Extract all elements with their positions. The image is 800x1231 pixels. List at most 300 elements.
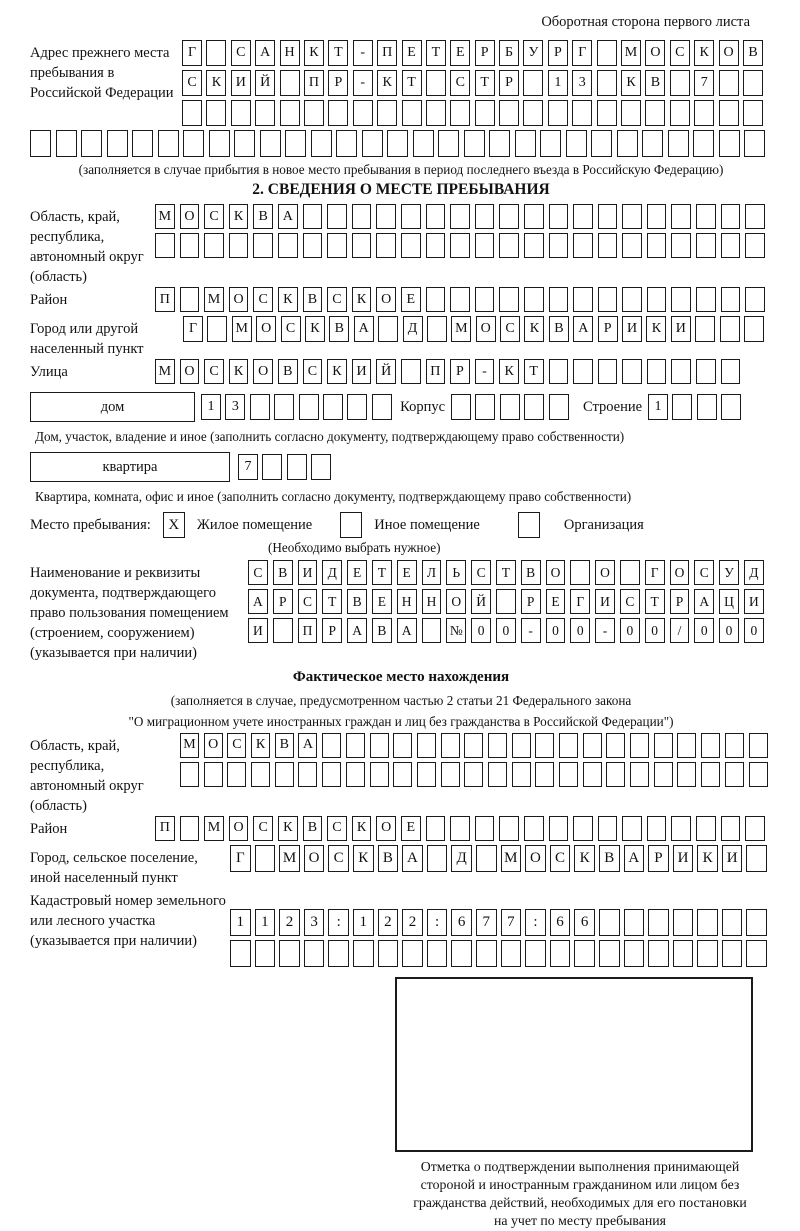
city-row <box>183 316 768 342</box>
cadastral-row-1 <box>230 909 771 936</box>
form-cell: С <box>298 589 318 614</box>
form-cell <box>648 909 669 936</box>
stay-type-checkbox-residential: X <box>163 512 185 538</box>
form-cell <box>746 909 767 936</box>
form-cell <box>624 909 645 936</box>
form-cell <box>426 816 446 841</box>
form-cell <box>622 233 642 258</box>
form-cell <box>499 287 519 312</box>
form-cell: Е <box>347 560 367 585</box>
stamp-note-line-2: стороной и иностранным гражданином или лицом без <box>420 1176 740 1192</box>
form-cell: М <box>180 733 199 758</box>
form-cell: Р <box>322 618 342 643</box>
form-cell: 1 <box>648 394 668 420</box>
form-cell: Т <box>475 70 495 96</box>
form-cell <box>346 733 365 758</box>
form-cell: М <box>155 359 175 384</box>
form-cell <box>622 816 642 841</box>
form-cell: 6 <box>574 909 595 936</box>
prev-address-row-1 <box>182 40 767 66</box>
form-cell <box>180 233 200 258</box>
form-cell: Л <box>422 560 442 585</box>
form-cell <box>549 394 569 420</box>
form-cell: Г <box>645 560 665 585</box>
actual-location-note-2: "О миграционном учете иностранных граждан и лиц без гражданства в Российской Федерации") <box>128 713 674 729</box>
form-cell: Т <box>402 70 422 96</box>
stamp-note-line-1: Отметка о подтверждении выполнения принимающей <box>420 1158 740 1174</box>
section2-title: 2. СВЕДЕНИЯ О МЕСТЕ ПРЕБЫВАНИЯ <box>252 181 550 199</box>
stay-type-checkbox-other <box>340 512 362 538</box>
form-cell <box>524 204 544 229</box>
form-cell <box>696 233 716 258</box>
form-cell: М <box>621 40 641 66</box>
form-cell <box>56 130 77 157</box>
form-cell: П <box>155 287 175 312</box>
form-cell <box>549 816 569 841</box>
form-cell: В <box>253 204 273 229</box>
form-cell <box>722 909 743 936</box>
form-cell <box>401 233 421 258</box>
form-cell <box>311 130 332 157</box>
street-row <box>155 359 745 384</box>
form-cell <box>645 100 665 126</box>
form-cell <box>427 940 448 967</box>
form-cell <box>721 816 741 841</box>
form-cell <box>280 70 300 96</box>
form-cell: Р <box>450 359 470 384</box>
form-cell <box>622 204 642 229</box>
form-cell <box>693 130 714 157</box>
form-cell <box>250 394 270 420</box>
form-cell: А <box>248 589 268 614</box>
form-cell: 0 <box>471 618 491 643</box>
form-cell: А <box>573 316 593 342</box>
form-cell <box>275 762 294 787</box>
form-cell <box>450 287 470 312</box>
form-cell: А <box>354 316 374 342</box>
form-cell: К <box>352 287 372 312</box>
form-cell: Е <box>397 560 417 585</box>
form-cell <box>489 130 510 157</box>
form-cell <box>287 454 307 480</box>
form-cell <box>204 233 224 258</box>
form-cell <box>722 940 743 967</box>
form-cell: Т <box>372 560 392 585</box>
form-cell <box>630 733 649 758</box>
form-cell: Р <box>273 589 293 614</box>
form-cell <box>599 940 620 967</box>
form-cell <box>476 845 497 872</box>
form-cell <box>393 762 412 787</box>
form-cell: 6 <box>451 909 472 936</box>
form-cell <box>299 394 319 420</box>
form-cell <box>559 762 578 787</box>
form-cell <box>402 940 423 967</box>
cadastral-label: Кадастровый номер земельного или лесного участка (указывается при наличии) <box>30 892 226 949</box>
form-cell <box>378 940 399 967</box>
form-cell: С <box>303 359 323 384</box>
form-cell <box>451 940 472 967</box>
form-cell <box>303 233 323 258</box>
form-cell: К <box>251 733 270 758</box>
form-cell <box>158 130 179 157</box>
city-block <box>30 316 772 359</box>
form-cell <box>475 287 495 312</box>
stay-type-option-residential: Жилое помещение <box>196 516 313 533</box>
form-cell <box>336 130 357 157</box>
form-cell <box>719 70 739 96</box>
form-cell <box>697 909 718 936</box>
form-cell <box>583 762 602 787</box>
form-cell <box>671 233 691 258</box>
form-cell <box>422 618 442 643</box>
actual-region-label: Область, край, республика, автономный округ (область) <box>30 737 144 814</box>
form-cell: С <box>253 287 273 312</box>
form-cell <box>279 940 300 967</box>
form-cell: - <box>353 70 373 96</box>
form-cell: А <box>402 845 423 872</box>
form-cell: С <box>327 287 347 312</box>
form-cell <box>451 394 471 420</box>
form-cell: М <box>204 816 224 841</box>
form-cell <box>234 130 255 157</box>
form-cell: Т <box>426 40 446 66</box>
form-cell: Й <box>376 359 396 384</box>
form-cell: 2 <box>279 909 300 936</box>
document-row-1 <box>248 560 769 585</box>
form-cell <box>274 394 294 420</box>
form-cell <box>523 100 543 126</box>
form-cell: Р <box>598 316 618 342</box>
form-cell: С <box>500 316 520 342</box>
form-cell <box>721 204 741 229</box>
form-cell <box>303 204 323 229</box>
form-cell: Г <box>572 40 592 66</box>
form-cell <box>285 130 306 157</box>
form-cell: С <box>694 560 714 585</box>
form-cell: И <box>622 316 642 342</box>
form-cell <box>227 762 246 787</box>
form-cell <box>696 816 716 841</box>
form-cell: 0 <box>645 618 665 643</box>
form-cell: К <box>524 316 544 342</box>
stay-type-option-organization: Организация <box>563 516 644 533</box>
actual-city-label: Город, сельское поселение, иной населенный пункт <box>30 849 198 886</box>
form-cell: О <box>595 560 615 585</box>
form-cell <box>500 394 520 420</box>
form-cell: К <box>304 40 324 66</box>
form-cell: В <box>372 618 392 643</box>
form-cell <box>402 100 422 126</box>
form-cell: И <box>298 560 318 585</box>
form-cell: Т <box>328 40 348 66</box>
form-cell <box>749 733 768 758</box>
form-cell: Р <box>475 40 495 66</box>
stroenie-cells <box>648 394 746 420</box>
form-cell: 7 <box>694 70 714 96</box>
form-cell: О <box>304 845 325 872</box>
form-cell: 0 <box>620 618 640 643</box>
form-cell: И <box>595 589 615 614</box>
form-cell: Р <box>670 589 690 614</box>
form-cell: 0 <box>694 618 714 643</box>
form-cell: 0 <box>744 618 764 643</box>
form-cell <box>255 940 276 967</box>
form-cell: К <box>574 845 595 872</box>
form-cell <box>352 233 372 258</box>
actual-region-block <box>30 733 772 816</box>
form-cell <box>464 762 483 787</box>
form-cell <box>30 130 51 157</box>
form-cell <box>499 204 519 229</box>
form-cell: О <box>376 816 396 841</box>
form-cell <box>671 204 691 229</box>
form-cell: П <box>377 40 397 66</box>
house-cells <box>201 394 396 420</box>
form-cell: Д <box>744 560 764 585</box>
actual-region-row-2 <box>180 762 772 787</box>
prev-address-row-2 <box>182 70 767 96</box>
form-cell <box>549 204 569 229</box>
form-cell <box>677 733 696 758</box>
form-cell <box>647 359 667 384</box>
street-label: Улица <box>30 364 68 381</box>
form-cell <box>621 100 641 126</box>
form-cell <box>597 100 617 126</box>
form-cell: 3 <box>225 394 245 420</box>
form-cell <box>255 100 275 126</box>
form-cell: О <box>546 560 566 585</box>
form-cell: Р <box>648 845 669 872</box>
form-cell <box>743 100 763 126</box>
form-cell: Р <box>521 589 541 614</box>
form-cell: К <box>278 287 298 312</box>
form-cell <box>353 100 373 126</box>
form-cell <box>549 359 569 384</box>
form-cell: К <box>352 816 372 841</box>
form-cell <box>599 909 620 936</box>
prev-address-row-4 <box>30 130 772 157</box>
stay-type-block <box>30 510 772 540</box>
form-cell <box>570 560 590 585</box>
form-cell <box>475 394 495 420</box>
form-cell: С <box>450 70 470 96</box>
form-cell: И <box>248 618 268 643</box>
form-cell <box>701 733 720 758</box>
form-cell: Й <box>255 70 275 96</box>
form-cell <box>598 233 618 258</box>
form-cell <box>298 762 317 787</box>
page-corner-note: Оборотная сторона первого листа <box>541 14 750 30</box>
form-cell <box>273 618 293 643</box>
form-cell <box>695 316 715 342</box>
form-cell: Е <box>546 589 566 614</box>
form-cell <box>378 316 398 342</box>
form-cell <box>597 70 617 96</box>
form-cell: О <box>229 287 249 312</box>
form-cell <box>671 359 691 384</box>
form-cell <box>515 130 536 157</box>
form-cell <box>206 40 226 66</box>
region-row-1 <box>155 204 770 229</box>
form-cell: А <box>624 845 645 872</box>
form-cell <box>670 70 690 96</box>
form-cell: : <box>328 909 349 936</box>
form-cell: Б <box>499 40 519 66</box>
form-cell <box>438 130 459 157</box>
form-cell <box>262 454 282 480</box>
form-cell: В <box>743 40 763 66</box>
form-cell: И <box>744 589 764 614</box>
document-row-2 <box>248 589 769 614</box>
region-label: Область, край, республика, автономный округ (область) <box>30 209 144 286</box>
form-cell <box>427 316 447 342</box>
form-cell <box>535 733 554 758</box>
form-cell <box>725 733 744 758</box>
form-cell <box>654 762 673 787</box>
form-cell: 3 <box>304 909 325 936</box>
form-cell: Н <box>422 589 442 614</box>
form-cell <box>81 130 102 157</box>
form-cell: К <box>694 40 714 66</box>
form-cell: 3 <box>572 70 592 96</box>
form-cell <box>647 204 667 229</box>
form-cell <box>647 233 667 258</box>
form-cell <box>475 816 495 841</box>
form-cell: С <box>204 204 224 229</box>
form-cell <box>304 940 325 967</box>
form-cell <box>512 733 531 758</box>
form-cell: К <box>353 845 374 872</box>
form-cell <box>697 940 718 967</box>
form-cell: В <box>303 287 323 312</box>
form-cell: 0 <box>496 618 516 643</box>
form-cell <box>745 233 765 258</box>
form-cell <box>180 762 199 787</box>
form-cell: О <box>645 40 665 66</box>
form-cell <box>548 100 568 126</box>
registration-stamp-box <box>395 977 753 1152</box>
form-cell <box>475 233 495 258</box>
form-cell <box>696 359 716 384</box>
form-cell <box>376 233 396 258</box>
form-cell <box>132 130 153 157</box>
form-cell <box>323 394 343 420</box>
apartment-box: квартира <box>30 452 230 482</box>
form-cell: С <box>327 816 347 841</box>
form-cell <box>746 940 767 967</box>
house-block <box>30 390 772 424</box>
stay-type-checkbox-organization <box>518 512 540 538</box>
form-cell: О <box>229 816 249 841</box>
actual-region-row-1 <box>180 733 772 758</box>
form-cell: М <box>451 316 471 342</box>
form-cell: Г <box>182 40 202 66</box>
form-cell <box>525 940 546 967</box>
form-cell <box>180 287 200 312</box>
form-cell: П <box>298 618 318 643</box>
form-cell: К <box>499 359 519 384</box>
form-cell: Е <box>450 40 470 66</box>
form-cell <box>624 940 645 967</box>
form-cell: А <box>255 40 275 66</box>
prev-address-note: (заполняется в случае прибытия в новое место пребывания в период последнего въезда в Российскую Федерацию) <box>78 162 724 177</box>
form-cell <box>450 233 470 258</box>
form-cell: И <box>673 845 694 872</box>
form-cell: В <box>549 316 569 342</box>
form-cell <box>630 762 649 787</box>
form-cell <box>311 454 331 480</box>
form-cell <box>401 359 421 384</box>
form-cell <box>352 204 372 229</box>
form-cell <box>377 100 397 126</box>
form-cell <box>721 287 741 312</box>
form-cell: - <box>475 359 495 384</box>
stroenie-label: Строение <box>582 398 643 415</box>
form-cell: В <box>275 733 294 758</box>
form-cell <box>673 940 694 967</box>
form-cell <box>488 762 507 787</box>
form-cell <box>499 233 519 258</box>
form-cell: 1 <box>353 909 374 936</box>
form-cell: В <box>599 845 620 872</box>
form-cell: - <box>353 40 373 66</box>
form-cell: 2 <box>402 909 423 936</box>
form-cell: 1 <box>548 70 568 96</box>
form-cell <box>370 733 389 758</box>
form-cell <box>524 287 544 312</box>
form-cell: М <box>204 287 224 312</box>
form-cell <box>746 845 767 872</box>
form-cell: Г <box>230 845 251 872</box>
form-cell: О <box>253 359 273 384</box>
form-cell: И <box>671 316 691 342</box>
form-cell: А <box>694 589 714 614</box>
form-cell: О <box>476 316 496 342</box>
form-cell <box>322 733 341 758</box>
region-block <box>30 204 772 287</box>
form-cell <box>207 316 227 342</box>
form-cell: Г <box>183 316 203 342</box>
form-cell <box>654 733 673 758</box>
form-cell <box>647 816 667 841</box>
form-cell <box>523 70 543 96</box>
form-cell: Т <box>645 589 665 614</box>
actual-district-row <box>155 816 770 841</box>
form-cell <box>441 762 460 787</box>
stay-type-option-other: Иное помещение <box>374 516 480 533</box>
form-cell: М <box>501 845 522 872</box>
form-cell: Т <box>322 589 342 614</box>
form-cell <box>622 359 642 384</box>
form-cell: М <box>232 316 252 342</box>
form-cell: О <box>204 733 223 758</box>
form-cell <box>598 287 618 312</box>
document-row-3 <box>248 618 769 643</box>
stamp-note <box>365 1158 795 1231</box>
form-cell: И <box>722 845 743 872</box>
stay-type-label: Место пребывания: <box>30 516 151 533</box>
apartment-note: Квартира, комната, офис и иное (заполнить согласно документу, подтверждающему право собственности) <box>35 489 632 505</box>
form-cell <box>327 204 347 229</box>
form-cell: Е <box>401 287 421 312</box>
form-cell <box>417 762 436 787</box>
form-cell: К <box>646 316 666 342</box>
form-cell: В <box>303 816 323 841</box>
form-cell <box>322 762 341 787</box>
form-cell: О <box>719 40 739 66</box>
actual-district-block <box>30 816 772 845</box>
